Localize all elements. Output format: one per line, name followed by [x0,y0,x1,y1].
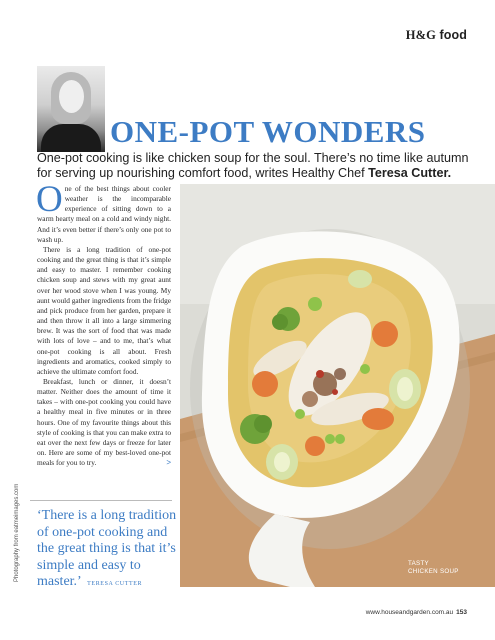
body-paragraph: Breakfast, lunch or dinner, it doesn’t matter. Neither does the amount of time it takes – with one-pot cooking you could have a healthy meal in five minutes or in three hours. One of my favourite things about this style of cooking is that you can make extra to eat over the next few days or freeze for later on. Here are some of my best-loved one-pot meals for you to try. > [37,376,171,468]
section-label: food [439,28,467,42]
photo-caption: TASTY CHICKEN SOUP [408,560,459,575]
pullquote-text: ‘There is a long tradition of one-pot cooking and the great thing is that it’s simple and easy to master.’ [37,508,177,589]
standfirst [37,151,477,181]
headline: ONE-POT WONDERS [110,114,426,149]
page-footer [366,609,467,616]
drop-cap: O [36,179,63,220]
continue-arrow-icon: > [166,458,171,468]
pullquote-divider [30,500,172,501]
pullquote-attribution: TERESA CUTTER [87,581,143,587]
soup-photo [180,184,495,587]
page-number: 153 [456,609,467,616]
body-paragraph: One of the best things about cooler weather is the incomparable experience of sitting down to a warm hearty meal on a cold and windy night. And it’s even better if there’s only one pot to wash up. [36,179,171,244]
soup-photo-illustration [180,184,495,587]
body-text [36,179,171,468]
footer-url: www.houseandgarden.com.au [365,609,454,616]
section-tag [406,28,467,43]
body-paragraph: There is a long tradition of one-pot cooking and the great thing is that it’s simple and easy to master. I remember cooking chicken soup and stews with my great aunt over her wood stove when I was young. My aunt would gather ingredients from the fridge and pick produce from her garden, prepare it and then throw it all into a large simmering brew. It was the sort of food that was made with lots of love – and to me, that’s what one-pot cooking is all about. Fresh ingredients and aromatics, cooked simply to achieve the ultimate comfort food. [37,244,171,376]
standfirst-author: Teresa Cutter. [368,166,452,180]
pullquote [37,508,187,593]
photo-credit: Photography from eatmeimages.com [14,483,20,582]
author-portrait [37,66,105,152]
standfirst-text: One-pot cooking is like chicken soup for the soul. There’s no time like autumn for serving up nourishing comfort food, writes Healthy Chef [37,151,469,180]
magazine-brand: H&G [405,28,436,42]
